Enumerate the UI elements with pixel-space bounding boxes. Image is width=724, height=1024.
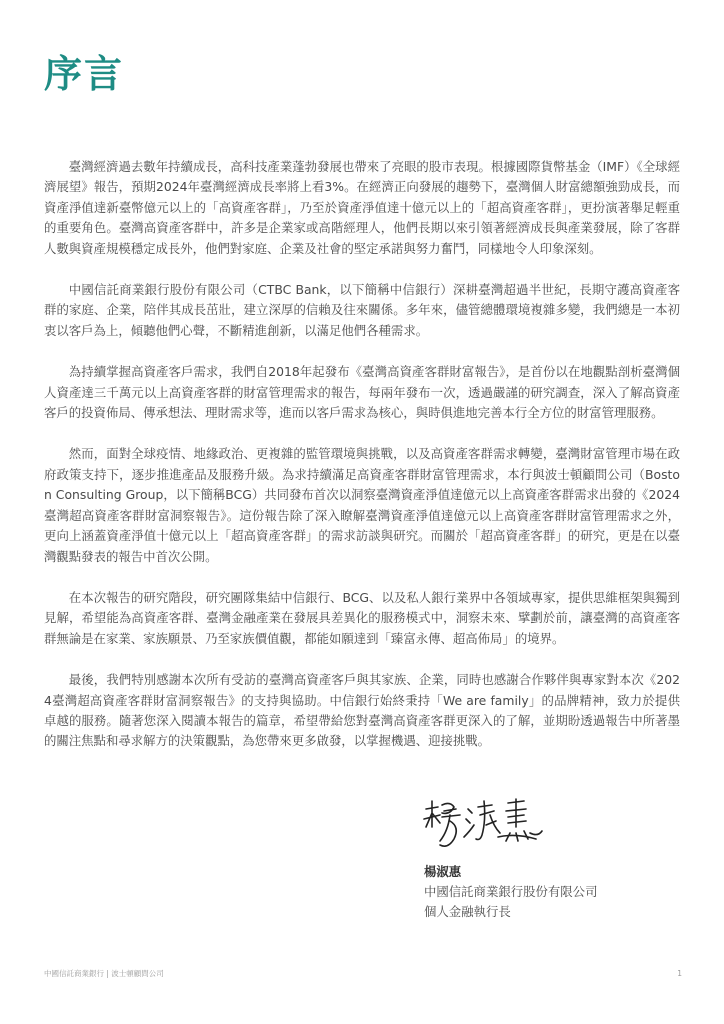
signer-block [424, 862, 597, 922]
paragraph-5: 在本次報告的研究階段，研究團隊集結中信銀行、BCG、以及私人銀行業界中各領域專家，提供思維框架與獨到見解，希望能為高資產客群、臺灣金融產業在發展具差異化的服務模式中，洞察未來、擘劃於前，讓臺灣的高資產客群無論是在家業、家族願景、乃至家族價值觀，都能如願達到「臻富永傳、超高佈局」的境界。 [44, 589, 680, 646]
paragraph-6: 最後，我們特別感謝本次所有受訪的臺灣高資產客戶與其家族、企業，同時也感謝合作夥伴與專家對本次《2024臺灣超高資產客群財富洞察報告》的支持與協助。中信銀行始終秉持「We are family」的品牌精神，致力於提供卓越的服務。隨著您深入閱讀本報告的篇章，希望帶給您對臺灣高資產客群更深入的了解，並期盼透過報告中所著墨的關注焦點和尋求解方的決策觀點，為您帶來更多啟發，以掌握機遇、迎接挑戰。 [44, 672, 680, 749]
preface-body [44, 157, 680, 773]
page-title: 序言 [44, 52, 125, 96]
signer-name: 楊淑惠 [424, 864, 462, 879]
paragraph-2: 中國信託商業銀行股份有限公司（CTBC Bank，以下簡稱中信銀行）深耕臺灣超過半世紀，長期守護高資產客群的家庭、企業，陪伴其成長茁壯，建立深厚的信賴及往來關係。多年來，儘管總體環境複雜多變，我們總是一本初衷以客戶為上，傾聽他們心聲，不斷精進創新，以滿足他們各種需求。 [44, 282, 680, 338]
paragraph-4: 然而，面對全球疫情、地緣政治、更複雜的監管環境與挑戰，以及高資產客群需求轉變，臺灣財富管理市場在政府政策支持下，逐步推進產品及服務升級。為求持續滿足高資產客群財富管理需求，本行與波士頓顧問公司（Boston Consulting Group，以下簡稱BCG）共同發布首次以洞察臺灣資產淨值達億元以上高資產客群需求出發的《2024臺灣超高資產客群財富洞察報告》。這份報告除了深入瞭解臺灣資產淨值達億元以上高資產客群財富管理需求之外，更向上涵蓋資產淨值十億元以上「超高資產客群」的需求訪談與研究。而關於「超高資產客群」的研究，更是在以臺灣觀點發表的報告中首次公開。 [44, 446, 680, 564]
paragraph-3: 為持續掌握高資產客戶需求，我們自2018年起發布《臺灣高資產客群財富報告》，是首份以在地觀點剖析臺灣個人資產達三千萬元以上高資產客群的財富管理需求的報告，每兩年發布一次，透過嚴謹的研究調查，深入了解高資產客戶的投資佈局、傳承想法、理財需求等，進而以客戶需求為核心，與時俱進地完善本行全方位的財富管理服務。 [44, 364, 680, 421]
handwritten-signature [420, 797, 550, 863]
footer-label: 中國信託商業銀行 | 波士頓顧問公司 [44, 969, 164, 978]
signer-position: 個人金融執行長 [424, 904, 511, 919]
signer-company: 中國信託商業銀行股份有限公司 [424, 884, 598, 899]
page-number: 1 [677, 969, 682, 978]
paragraph-1: 臺灣經濟過去數年持續成長，高科技產業蓬勃發展也帶來了亮眼的股市表現。根據國際貨幣基金（IMF）《全球經濟展望》報告，預期2024年臺灣經濟成長率將上看3%。在經濟正向發展的趨勢下，臺灣個人財富總額強勁成長，而資產淨值達新臺幣億元以上的「高資產客群」，乃至於資產淨值達十億元以上的「超高資產客群」，更扮演著舉足輕重的重要角色。臺灣高資產客群中，許多是企業家或高階經理人，他們長期以來引領著經濟成長與產業發展，除了客群人數與資產規模穩定成長外，他們對家庭、企業及社會的堅定承諾與努力奮鬥，同樣地令人印象深刻。 [44, 159, 680, 256]
